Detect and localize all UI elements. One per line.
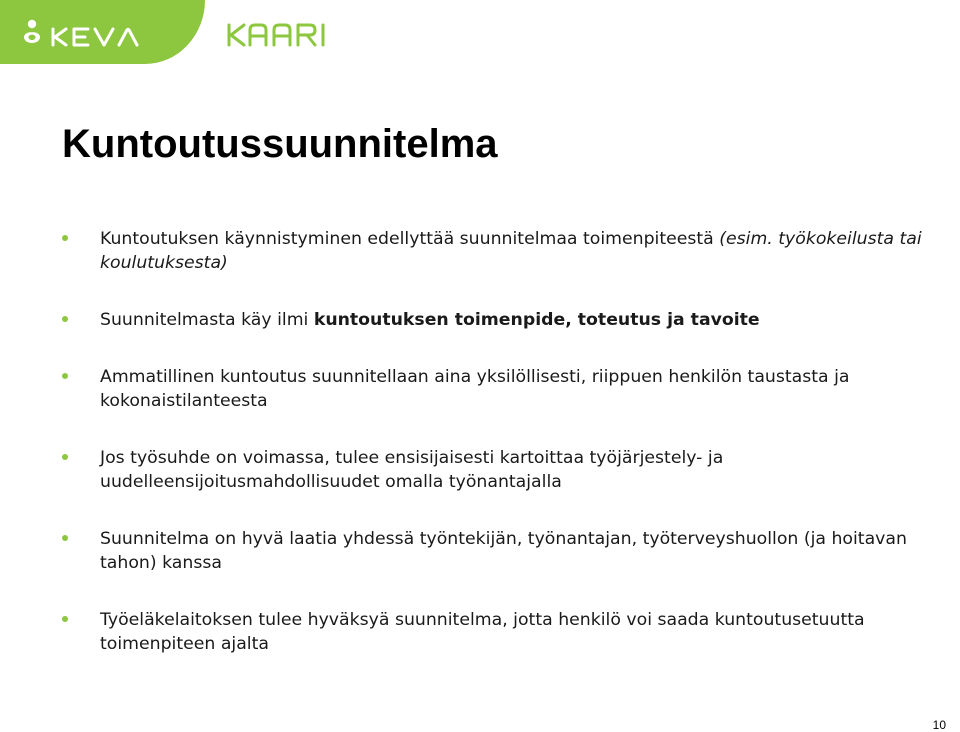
- page-number: 10: [932, 718, 946, 732]
- bullet-dot-icon: [62, 454, 68, 460]
- bullet-dot-icon: [62, 316, 68, 322]
- kaari-logo: [226, 22, 356, 48]
- bullet-dot-icon: [62, 535, 68, 541]
- bullet-text: Suunnitelma on hyvä laatia yhdessä työntekijän, työnantajan, työterveyshuollon (ja hoitavan tahon) kanssa: [100, 529, 907, 573]
- bullet-item: [62, 608, 947, 656]
- bullet-item: [62, 308, 947, 332]
- bullet-text: Jos työsuhde on voimassa, tulee ensisijaisesti kartoittaa työjärjestely- ja uudelleensijoitusmahdollisuudet omalla työnantajalla: [100, 448, 724, 492]
- bullet-item: [62, 227, 947, 275]
- bullet-text: Ammatillinen kuntoutus suunnitellaan aina yksilöllisesti, riippuen henkilön taustasta ja kokonaistilanteesta: [100, 367, 850, 411]
- bullet-item: [62, 446, 947, 494]
- bullet-item: [62, 527, 947, 575]
- bullet-text: Suunnitelmasta käy ilmi: [100, 310, 314, 330]
- keva-logo: [22, 17, 152, 51]
- bullet-dot-icon: [62, 235, 68, 241]
- bullet-list: [62, 227, 947, 689]
- bullet-dot-icon: [62, 373, 68, 379]
- bullet-text-bold: kuntoutuksen toimenpide, toteutus ja tavoite: [313, 310, 760, 330]
- page-title: Kuntoutussuunnitelma: [62, 122, 498, 166]
- bullet-text: Kuntoutuksen käynnistyminen edellyttää suunnitelmaa toimenpiteestä: [100, 229, 720, 249]
- bullet-dot-icon: [62, 616, 68, 622]
- bullet-text-italic: (esim. työkokeilusta tai koulutuksesta): [100, 229, 922, 273]
- bullet-item: [62, 365, 947, 413]
- bullet-text: Työeläkelaitoksen tulee hyväksyä suunnitelma, jotta henkilö voi saada kuntoutusetuutta toimenpiteen ajalta: [100, 610, 865, 654]
